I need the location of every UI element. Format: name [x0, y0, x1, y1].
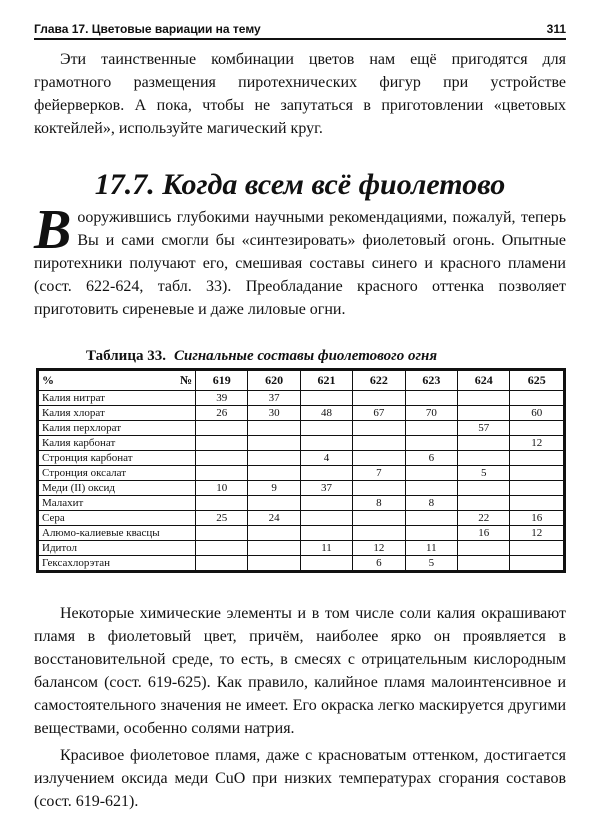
table-row	[38, 556, 565, 572]
table-cell: 10	[196, 481, 248, 496]
table-cell	[353, 421, 405, 436]
table-cell: 12	[510, 526, 565, 541]
table-cell	[405, 526, 457, 541]
table-cell: 12	[510, 436, 565, 451]
table-cell	[248, 436, 300, 451]
table-cell	[196, 421, 248, 436]
table-cell	[405, 421, 457, 436]
table-cell	[196, 436, 248, 451]
table-cell	[458, 481, 510, 496]
table-cell	[196, 556, 248, 572]
table-cell	[353, 391, 405, 406]
component-name: Малахит	[38, 496, 196, 511]
table-cell	[300, 496, 352, 511]
table-caption-title: Сигнальные составы фиолетового огня	[173, 348, 438, 364]
table-cell	[300, 466, 352, 481]
section-paragraph-text: ооружившись глубокими научными рекомендациями, пожалуй, теперь Вы и сами смогли бы «синтезировать» фиолетовый огонь. Опытные пиротехники получают его, смешивая составы синего и красного пламени (сост. 622-624, табл. 33). Преобладание красного оттенка позволяет приготовить сиреневые и даже лиловые огни.	[34, 209, 566, 318]
table-caption	[86, 348, 437, 365]
component-name: Калия хлорат	[38, 406, 196, 421]
body-paragraph-2: Красивое фиолетовое пламя, даже с красноватым оттенком, достигается излучением оксида меди CuO при низких температурах сгорания составов (сост. 619-621).	[34, 747, 566, 810]
table-cell	[300, 526, 352, 541]
table-cell: 67	[353, 406, 405, 421]
table-cell	[300, 421, 352, 436]
table-cell: 39	[196, 391, 248, 406]
chapter-title: Глава 17. Цветовые вариации на тему	[34, 22, 261, 36]
table-cell	[300, 436, 352, 451]
table-row	[38, 391, 565, 406]
table-cell: 6	[353, 556, 405, 572]
table-cell: 9	[248, 481, 300, 496]
component-name: Стронция оксалат	[38, 466, 196, 481]
table-cell	[353, 436, 405, 451]
component-name: Идитол	[38, 541, 196, 556]
intro-paragraph: Эти таинственные комбинации цветов нам ещё пригодятся для грамотного размещения пиротехнических фигур при устройстве фейерверков. А пока, чтобы не запутаться в приготовлении «цветовых коктейлей», используйте магический круг.	[34, 51, 566, 137]
table-cell	[405, 436, 457, 451]
table-body	[38, 391, 565, 572]
table-cell	[300, 511, 352, 526]
table-row	[38, 541, 565, 556]
composition-table	[36, 368, 566, 573]
table-cell	[248, 421, 300, 436]
page-number: 311	[546, 22, 566, 36]
table-cell	[458, 541, 510, 556]
table-cell: 48	[300, 406, 352, 421]
body-paragraph-1: Некоторые химические элементы и в том числе соли калия окрашивают пламя в фиолетовый цвет, причём, наиболее ярко он проявляется в восстановительной среде, то есть, в смесях с отрицательным кислородным балансом (сост. 619-625). Как правило, калийное пламя малоинтенсивное и самостоятельного значения не имеет. Его окраска легко маскируется другими веществами, особенно солями натрия.	[34, 605, 566, 737]
percent-symbol: %	[42, 373, 54, 387]
table-corner-cell	[38, 370, 196, 391]
column-header: 625	[510, 370, 565, 391]
table-cell	[300, 391, 352, 406]
table-cell: 22	[458, 511, 510, 526]
table-cell	[510, 556, 565, 572]
table-cell: 11	[300, 541, 352, 556]
table-cell: 26	[196, 406, 248, 421]
table-cell	[196, 451, 248, 466]
table-row	[38, 451, 565, 466]
number-symbol: №	[179, 373, 192, 387]
column-header: 620	[248, 370, 300, 391]
table-cell: 7	[353, 466, 405, 481]
table-cell: 4	[300, 451, 352, 466]
column-header: 619	[196, 370, 248, 391]
table-cell	[248, 556, 300, 572]
section-paragraph	[34, 199, 566, 321]
table-cell: 11	[405, 541, 457, 556]
table-cell	[458, 556, 510, 572]
table-cell: 5	[405, 556, 457, 572]
table-cell	[196, 466, 248, 481]
table-cell: 25	[196, 511, 248, 526]
table-row	[38, 436, 565, 451]
column-header: 623	[405, 370, 457, 391]
component-name: Стронция карбонат	[38, 451, 196, 466]
table-cell	[405, 391, 457, 406]
table-cell	[405, 481, 457, 496]
drop-cap: В	[34, 199, 72, 261]
component-name: Меди (II) оксид	[38, 481, 196, 496]
component-name: Калия карбонат	[38, 436, 196, 451]
table-cell: 30	[248, 406, 300, 421]
table-cell: 8	[405, 496, 457, 511]
table-row	[38, 511, 565, 526]
table-header-row	[38, 370, 565, 391]
table-cell	[458, 436, 510, 451]
table-caption-label: Таблица 33.	[86, 348, 166, 364]
table-cell	[405, 466, 457, 481]
component-name: Сера	[38, 511, 196, 526]
table-cell: 37	[300, 481, 352, 496]
component-name: Калия перхлорат	[38, 421, 196, 436]
table-cell	[248, 526, 300, 541]
table-cell: 6	[405, 451, 457, 466]
table-cell	[248, 496, 300, 511]
table-row	[38, 406, 565, 421]
table-cell: 24	[248, 511, 300, 526]
table-cell	[510, 496, 565, 511]
table-cell	[458, 451, 510, 466]
table-cell	[353, 481, 405, 496]
table-cell	[510, 481, 565, 496]
column-header: 624	[458, 370, 510, 391]
table-row	[38, 421, 565, 436]
table-cell: 57	[458, 421, 510, 436]
table-cell	[510, 541, 565, 556]
table-cell	[510, 451, 565, 466]
table-cell	[300, 556, 352, 572]
table-row	[38, 496, 565, 511]
page-header	[34, 22, 566, 40]
table-cell	[353, 451, 405, 466]
table-cell: 5	[458, 466, 510, 481]
table-cell: 16	[510, 511, 565, 526]
table-cell	[248, 451, 300, 466]
table-cell	[458, 496, 510, 511]
table-cell	[510, 466, 565, 481]
table-cell: 70	[405, 406, 457, 421]
table-cell	[353, 511, 405, 526]
table-cell: 37	[248, 391, 300, 406]
component-name: Алюмо-калиевые квасцы	[38, 526, 196, 541]
table-cell	[353, 526, 405, 541]
table-row	[38, 466, 565, 481]
table-cell: 12	[353, 541, 405, 556]
table-cell: 60	[510, 406, 565, 421]
table-cell: 8	[353, 496, 405, 511]
table-cell	[196, 541, 248, 556]
table-cell	[196, 496, 248, 511]
table-cell	[248, 466, 300, 481]
table-cell	[510, 421, 565, 436]
table-cell	[248, 541, 300, 556]
table-cell	[510, 391, 565, 406]
column-header: 621	[300, 370, 352, 391]
column-header: 622	[353, 370, 405, 391]
table-cell	[458, 391, 510, 406]
section-title: 17.7. Когда всем всё фиолетово	[94, 168, 506, 201]
table-cell	[458, 406, 510, 421]
table-row	[38, 526, 565, 541]
component-name: Калия нитрат	[38, 391, 196, 406]
table-cell	[196, 526, 248, 541]
table-cell	[405, 511, 457, 526]
table-row	[38, 481, 565, 496]
table-cell: 16	[458, 526, 510, 541]
component-name: Гексахлорэтан	[38, 556, 196, 572]
